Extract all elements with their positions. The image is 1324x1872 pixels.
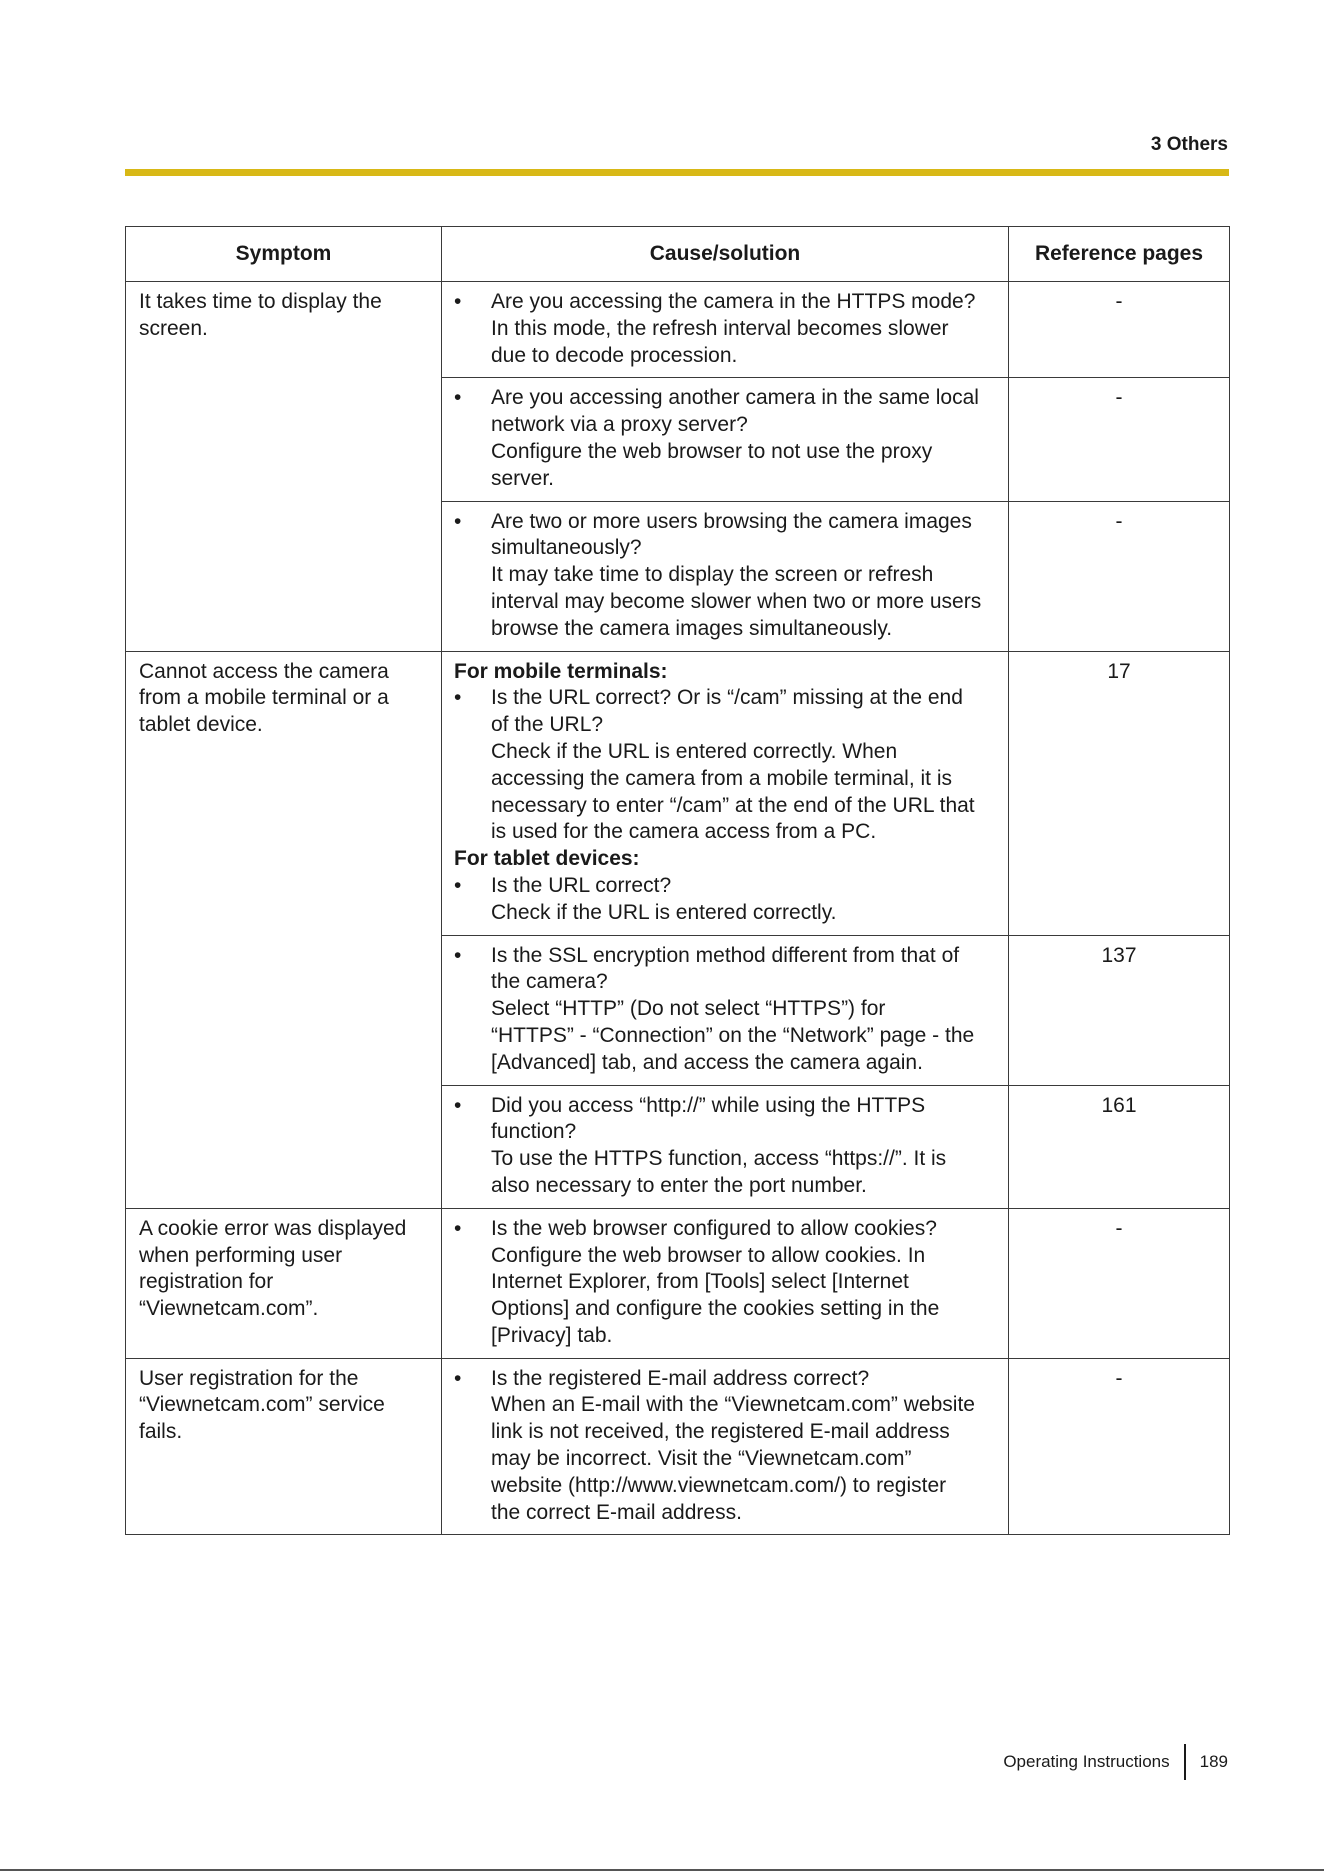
reference-cell: - [1009, 282, 1230, 378]
symptom-line: “Viewnetcam.com”. [139, 1297, 319, 1321]
symptom-line: tablet device. [139, 713, 263, 737]
cause-cell [442, 1208, 1009, 1358]
table-row [126, 651, 1230, 935]
symptom-line: Cannot access the camera [139, 659, 389, 683]
symptom-line: screen. [139, 316, 208, 340]
column-header-cause: Cause/solution [442, 227, 1009, 282]
cause-line: Configure the web browser to not use the proxy [491, 439, 933, 463]
cause-line: Check if the URL is entered correctly. [491, 900, 837, 924]
cause-line: the correct E-mail address. [491, 1500, 742, 1524]
cause-line: Did you access “http://” while using the HTTPS [491, 1093, 926, 1117]
reference-cell: - [1009, 1208, 1230, 1358]
symptom-line: “Viewnetcam.com” service [139, 1393, 385, 1417]
cause-line: website (http://www.viewnetcam.com/) to register [491, 1473, 947, 1497]
cause-line: Check if the URL is entered correctly. When [491, 739, 898, 763]
bullet-item [454, 1366, 996, 1527]
cause-line: Is the URL correct? Or is “/cam” missing at the end [491, 686, 963, 710]
reference-cell: 17 [1009, 651, 1230, 935]
header-rule [125, 169, 1229, 176]
bullet-item [454, 289, 996, 369]
page-bottom-edge [0, 1869, 1324, 1871]
cause-line: [Privacy] tab. [491, 1323, 613, 1347]
cause-line: of the URL? [491, 713, 604, 737]
bullet-item [454, 685, 996, 846]
cause-line: Options] and configure the cookies setting in the [491, 1297, 940, 1321]
bullet-dot: • [454, 686, 462, 710]
cause-line: function? [491, 1120, 577, 1144]
page-number: 189 [1199, 1752, 1228, 1771]
cause-line: To use the HTTPS function, access “https://”. It is [491, 1147, 947, 1171]
cause-cell [442, 935, 1009, 1085]
troubleshooting-table [125, 226, 1230, 1535]
cause-line: Are you accessing the camera in the HTTPS mode? [491, 290, 976, 313]
cause-line: simultaneously? [491, 536, 642, 560]
bullet-dot: • [454, 509, 462, 533]
table-header-row [126, 227, 1230, 282]
symptom-cell [126, 651, 442, 1208]
cause-cell [442, 651, 1009, 935]
cause-line: may be incorrect. Visit the “Viewnetcam.com” [491, 1447, 912, 1471]
column-header-symptom: Symptom [126, 227, 442, 282]
bullet-item [454, 1216, 996, 1350]
cause-cell [442, 1358, 1009, 1535]
bullet-dot: • [454, 943, 462, 967]
footer-doc-title: Operating Instructions [1003, 1752, 1170, 1771]
cause-line: Is the web browser configured to allow cookies? [491, 1216, 937, 1240]
cause-line: [Advanced] tab, and access the camera again. [491, 1050, 923, 1074]
cause-line: Is the URL correct? [491, 873, 672, 897]
bullet-dot: • [454, 873, 462, 897]
reference-cell: 137 [1009, 935, 1230, 1085]
cause-line: necessary to enter “/cam” at the end of the URL that [491, 793, 975, 817]
symptom-line: registration for [139, 1270, 274, 1294]
cause-line: network via a proxy server? [491, 413, 748, 437]
table-row [126, 1358, 1230, 1535]
cause-line: due to decode procession. [491, 343, 738, 367]
symptom-line: It takes time to display the [139, 290, 382, 313]
cause-line: link is not received, the registered E-mail address [491, 1420, 950, 1444]
section-title: 3 Others [1150, 134, 1228, 155]
cause-line: also necessary to enter the port number. [491, 1173, 867, 1197]
cause-line: Internet Explorer, from [Tools] select [Internet [491, 1270, 909, 1294]
table-row [126, 282, 1230, 378]
symptom-line: fails. [139, 1420, 183, 1444]
cause-line: browse the camera images simultaneously. [491, 616, 893, 640]
cause-line: Is the SSL encryption method different from that of [491, 943, 960, 967]
cause-line: In this mode, the refresh interval becomes slower [491, 316, 949, 340]
reference-cell: - [1009, 378, 1230, 501]
footer-separator [1184, 1744, 1186, 1780]
bullet-dot: • [454, 1366, 462, 1390]
cause-line: When an E-mail with the “Viewnetcam.com” website [491, 1393, 975, 1417]
cause-line: Are you accessing another camera in the same local [491, 386, 979, 410]
symptom-line: User registration for the [139, 1366, 359, 1390]
cause-cell [442, 282, 1009, 378]
symptom-cell [126, 282, 442, 652]
bullet-item [454, 385, 996, 492]
cause-line: Are two or more users browsing the camera images [491, 509, 972, 533]
reference-cell: 161 [1009, 1085, 1230, 1208]
cause-cell [442, 501, 1009, 651]
column-header-ref: Reference pages [1009, 227, 1230, 282]
cause-cell [442, 378, 1009, 501]
subheading-mobile: For mobile terminals: [454, 659, 668, 683]
cause-line: interval may become slower when two or more users [491, 589, 982, 613]
cause-line: “HTTPS” - “Connection” on the “Network” page - the [491, 1023, 975, 1047]
symptom-line: when performing user [139, 1243, 343, 1267]
bullet-dot: • [454, 386, 462, 410]
reference-cell: - [1009, 1358, 1230, 1535]
bullet-item [454, 1093, 996, 1200]
bullet-item [454, 943, 996, 1077]
page-footer [1003, 1744, 1228, 1780]
cause-cell [442, 1085, 1009, 1208]
table-row [126, 1208, 1230, 1358]
cause-line: Is the registered E-mail address correct? [491, 1366, 870, 1390]
cause-line: Configure the web browser to allow cookies. In [491, 1243, 926, 1267]
subheading-tablet: For tablet devices: [454, 847, 640, 871]
symptom-line: A cookie error was displayed [139, 1216, 407, 1240]
symptom-cell [126, 1358, 442, 1535]
cause-line: Select “HTTP” (Do not select “HTTPS”) for [491, 997, 886, 1021]
symptom-cell [126, 1208, 442, 1358]
cause-line: server. [491, 466, 555, 490]
bullet-item [454, 509, 996, 643]
cause-line: accessing the camera from a mobile terminal, it is [491, 766, 953, 790]
cause-line: It may take time to display the screen or refresh [491, 563, 934, 587]
bullet-item [454, 873, 996, 927]
cause-line: is used for the camera access from a PC. [491, 820, 877, 844]
reference-cell: - [1009, 501, 1230, 651]
bullet-dot: • [454, 1093, 462, 1117]
symptom-line: from a mobile terminal or a [139, 686, 389, 710]
bullet-dot: • [454, 1216, 462, 1240]
bullet-dot: • [454, 290, 462, 313]
cause-line: the camera? [491, 970, 608, 994]
